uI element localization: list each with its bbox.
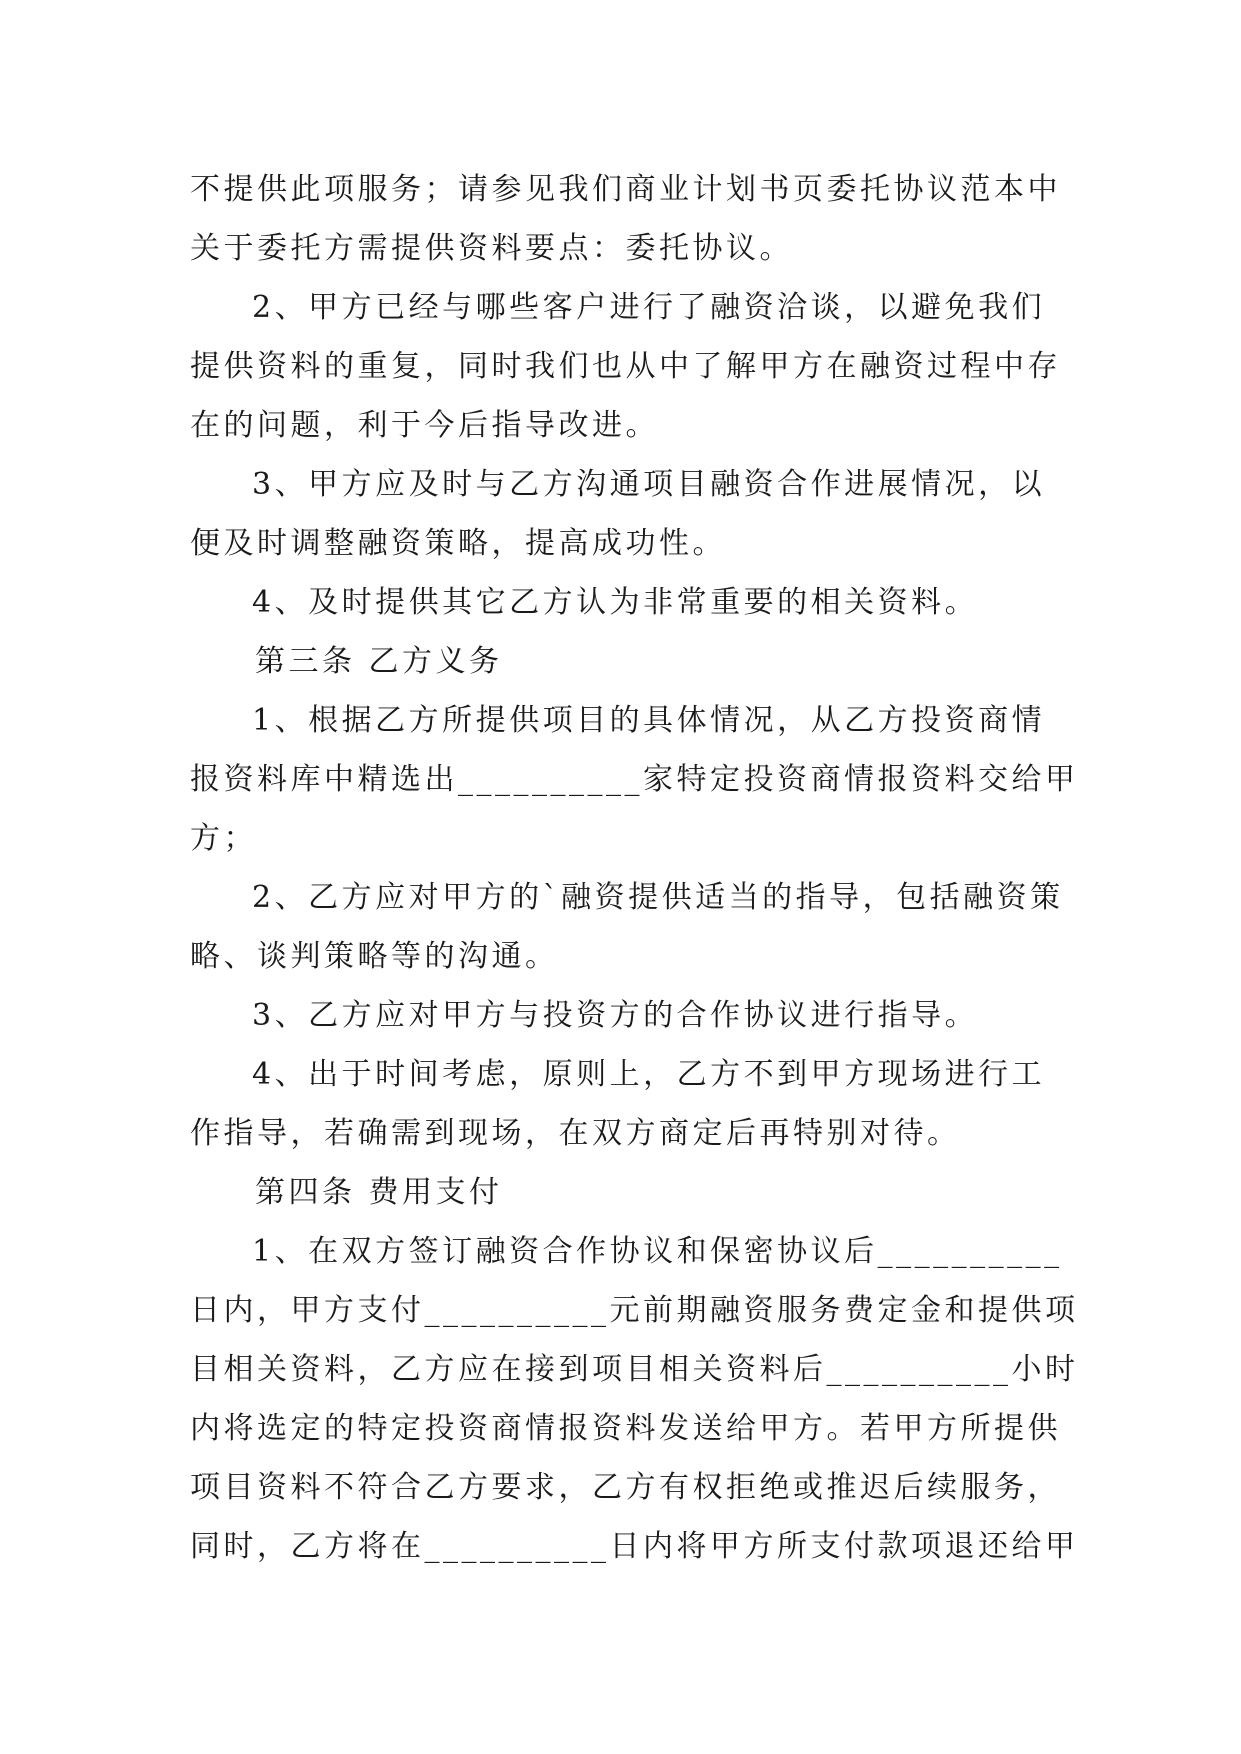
text-line: 便及时调整融资策略，提高成功性。	[190, 526, 726, 561]
text-line: 4、及时提供其它乙方认为非常重要的相关资料。	[252, 585, 979, 620]
text-line: 4、出于时间考虑，原则上，乙方不到甲方现场进行工	[252, 1057, 1046, 1092]
section-heading: 第四条 费用支付	[255, 1175, 503, 1210]
document-body	[190, 160, 1079, 1576]
text-line: 3、乙方应对甲方与投资方的合作协议进行指导。	[252, 998, 979, 1033]
text-line: 3、甲方应及时与乙方沟通项目融资合作进展情况，以	[252, 467, 1046, 502]
text-line: 项目资料不符合乙方要求，乙方有权拒绝或推迟后续服务，	[190, 1470, 1061, 1505]
text-line: 略、谈判策略等的沟通。	[190, 939, 559, 974]
text-line: 提供资料的重复，同时我们也从中了解甲方在融资过程中存	[190, 349, 1061, 384]
text-line: 日内，甲方支付__________元前期融资服务费定金和提供项	[190, 1293, 1079, 1328]
text-line: 报资料库中精选出__________家特定投资商情报资料交给甲	[190, 762, 1079, 797]
text-line: 1、根据乙方所提供项目的具体情况，从乙方投资商情	[252, 703, 1046, 738]
text-line: 不提供此项服务；请参见我们商业计划书页委托协议范本中	[190, 172, 1061, 207]
section-heading: 第三条 乙方义务	[255, 644, 503, 679]
text-line: 关于委托方需提供资料要点：委托协议。	[190, 231, 793, 266]
text-line: 作指导，若确需到现场，在双方商定后再特别对待。	[190, 1116, 961, 1151]
text-line: 内将选定的特定投资商情报资料发送给甲方。若甲方所提供	[190, 1411, 1061, 1446]
text-line: 1、在双方签订融资合作协议和保密协议后__________	[252, 1234, 1063, 1269]
text-line: 2、乙方应对甲方的`融资提供适当的指导，包括融资策	[252, 880, 1064, 915]
text-line: 方；	[190, 821, 257, 856]
text-line: 同时，乙方将在__________日内将甲方所支付款项退还给甲	[190, 1529, 1079, 1564]
text-line: 在的问题，利于今后指导改进。	[190, 408, 659, 443]
text-line: 2、甲方已经与哪些客户进行了融资洽谈，以避免我们	[252, 290, 1046, 325]
text-line: 目相关资料，乙方应在接到项目相关资料后__________小时	[190, 1352, 1079, 1387]
